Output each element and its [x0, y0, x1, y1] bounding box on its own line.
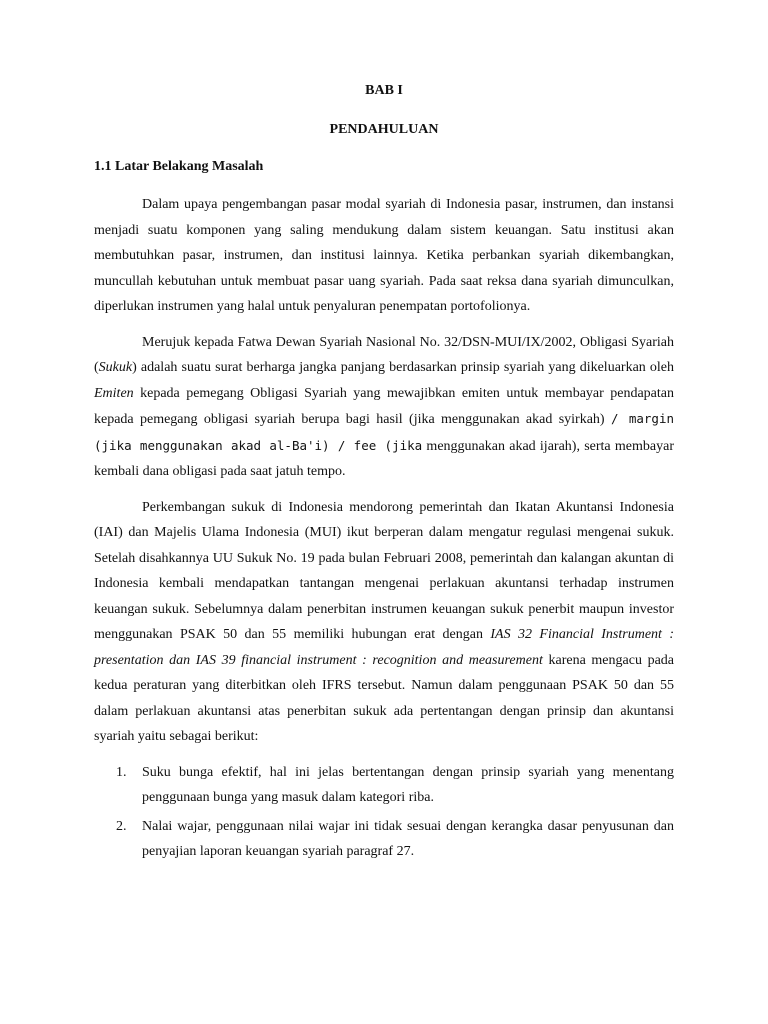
list-item-text: Nalai wajar, penggunaan nilai wajar ini tidak sesuai dengan kerangka dasar penyusunan dan penyajian laporan keuangan syariah paragraf 27. — [142, 818, 674, 859]
list-item-number: 1. — [116, 764, 127, 780]
paragraph-2-text-c: ) adalah suatu surat berharga jangka panjang berdasarkan prinsip syariah yang dikeluarkan oleh — [132, 360, 674, 375]
paragraph-3-text-c: karena mengacu pada kedua peraturan yang diterbitkan oleh IFRS tersebut. Namun dalam penggunaan PSAK 50 dan 55 dalam perlakuan akuntansi atas penerbitan sukuk ada pertentangan dengan prinsip dan akuntansi syariah yaitu sebagai berikut: — [94, 652, 674, 744]
sukuk-term: Sukuk — [98, 360, 133, 375]
paragraph-2-text-a: Merujuk kepada Fatwa Dewan Syariah Nasional No. 32/DSN-MUI/IX/2002, Obligasi Syariah ( — [94, 334, 674, 375]
list-item — [94, 760, 674, 811]
ias-reference: IAS 32 Financial Instrument : presentation dan IAS 39 financial instrument : recognition and measurement — [94, 627, 674, 668]
paragraph-2-text-f: / margin (jika menggunakan akad al-Ba'i) / fee (jika — [94, 411, 674, 453]
chapter-title: PENDAHULUAN — [329, 122, 439, 137]
paragraph-1: Dalam upaya pengembangan pasar modal syariah di Indonesia pasar, instrumen, dan instansi menjadi suatu komponen yang saling mendukung dalam sistem keuangan. Satu institusi akan membutuhkan pasar, instrumen, dan institusi lainnya. Ketika perbankan syariah dikembangkan, muncullah kebutuhan untuk membuat pasar uang syariah. Pada saat reksa dana syariah dimunculkan, diperlukan instrumen yang halal untuk penyaluran penempatan portofolionya. — [94, 197, 674, 314]
section-title: 1.1 Latar Belakang Masalah — [94, 159, 264, 174]
chapter-heading: BAB I — [365, 83, 403, 98]
emiten-term: Emiten — [94, 385, 134, 401]
paragraph-2-text-g: menggunakan akad ijarah), serta membayar kembali dana obligasi pada saat jatuh tempo. — [94, 438, 674, 479]
paragraph-3-text-a: Perkembangan sukuk di Indonesia mendorong pemerintah dan Ikatan Akuntansi Indonesia (IAI) dan Majelis Ulama Indonesia (MUI) ikut berperan dalam mengatur regulasi mengenai sukuk. Setelah disahkannya UU Sukuk No. 19 pada bulan Februari 2008, pemerintah dan kalangan akuntan di Indonesia kembali mendapatkan tantangan mengenai perlakuan akuntansi terhadap instrumen keuangan sukuk. Sebelumnya dalam penerbitan instrumen keuangan sukuk penerbit maupun investor menggunakan PSAK 50 dan 55 memiliki hubungan erat dengan — [94, 499, 674, 642]
list-item-text: Suku bunga efektif, hal ini jelas bertentangan dengan prinsip syariah yang menentang penggunaan bunga yang masuk dalam kategori riba. — [142, 764, 674, 805]
list-item-number: 2. — [116, 818, 127, 834]
list-item — [94, 814, 674, 865]
paragraph-3 — [94, 495, 674, 750]
numbered-list — [94, 760, 674, 865]
paragraph-2 — [94, 330, 674, 485]
paragraph-2-text-e: kepada pemegang Obligasi Syariah yang mewajibkan emiten untuk membayar pendapatan kepada pemegang obligasi syariah berupa bagi hasil (jika menggunakan akad syirkah) — [94, 385, 674, 427]
